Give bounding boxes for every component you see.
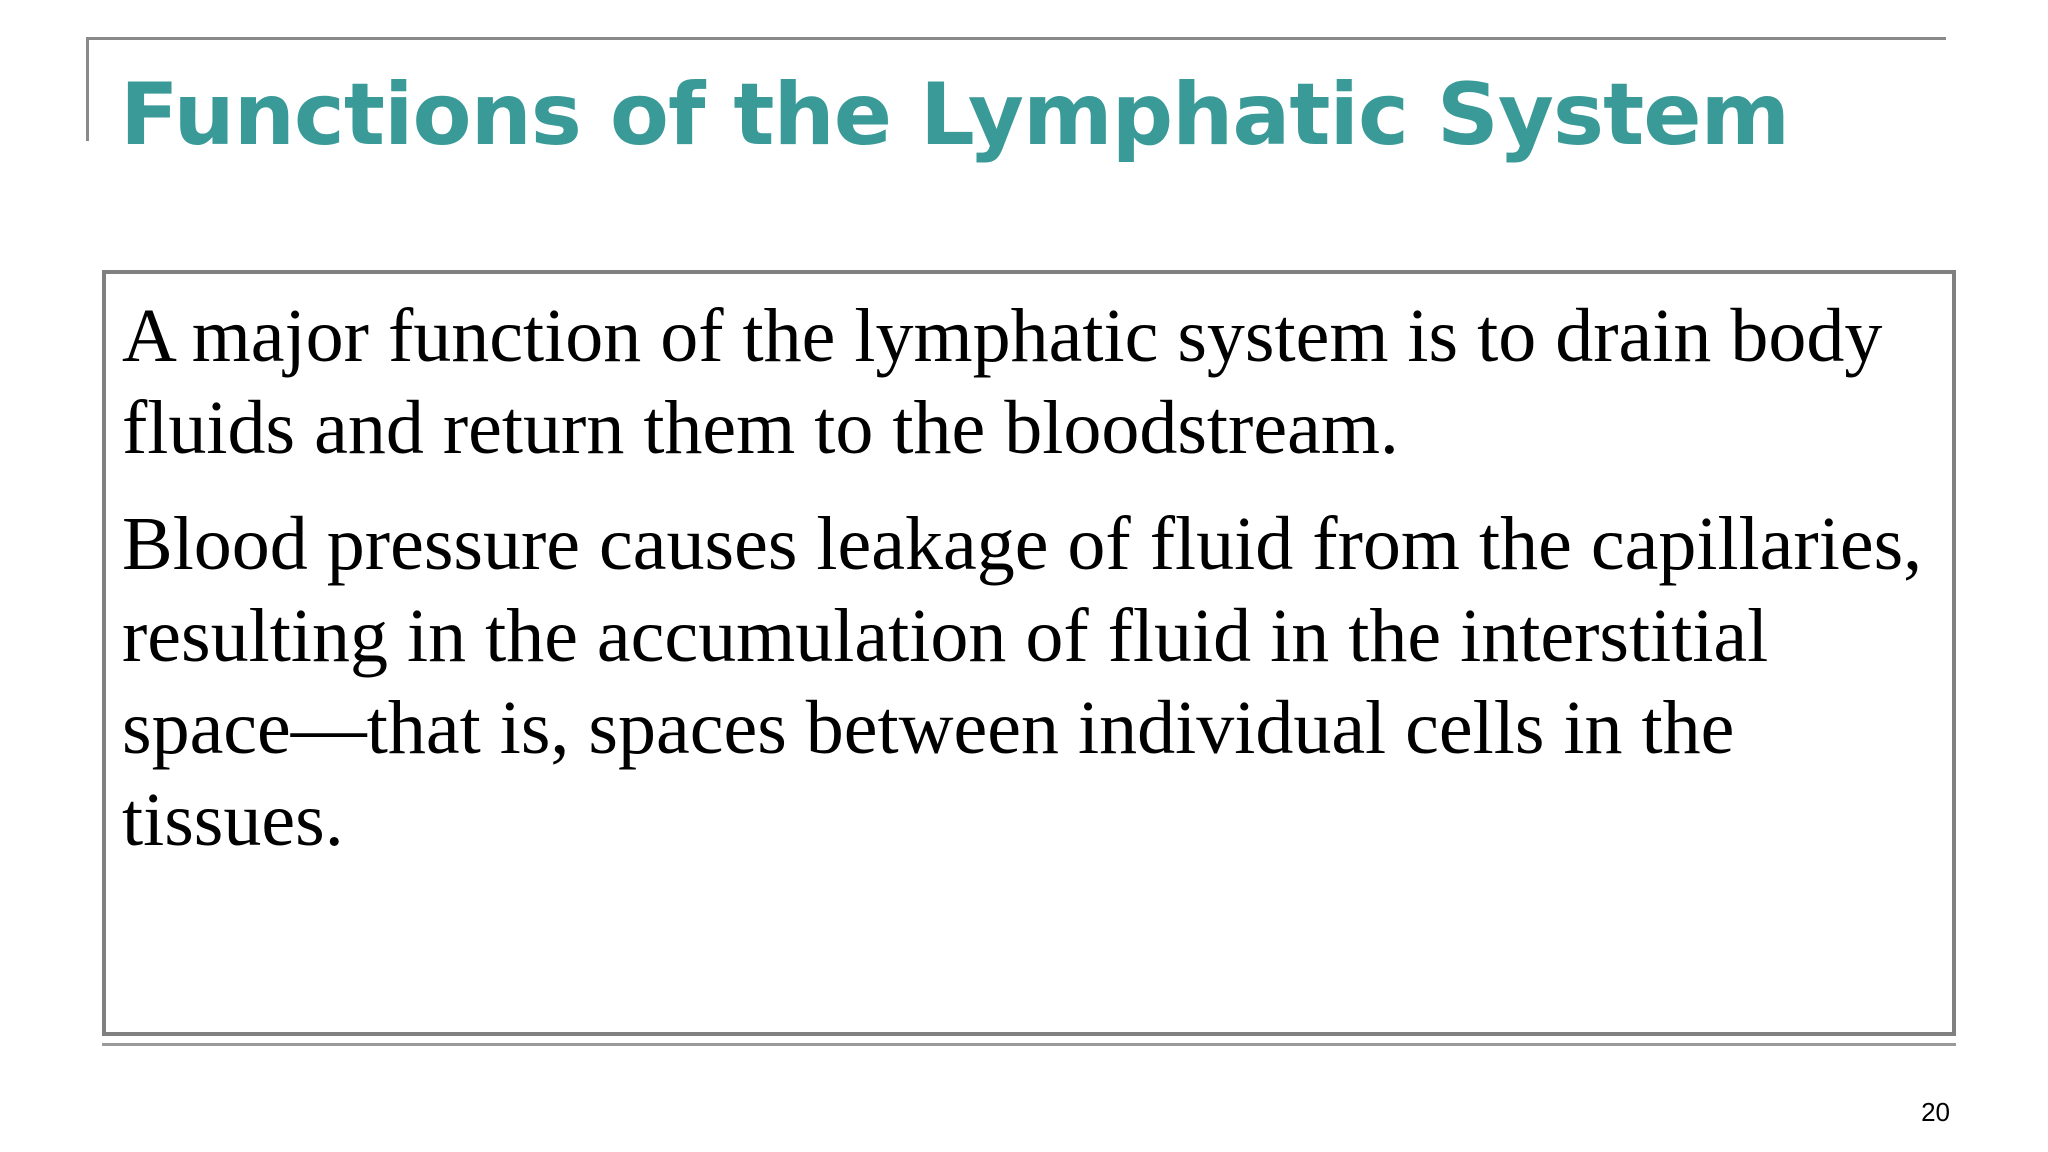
content-box: [102, 270, 1956, 1036]
title-frame-left-line: [86, 37, 89, 141]
page-number: 20: [1921, 1097, 1950, 1127]
slide-title: Functions of the Lymphatic System: [120, 65, 1790, 165]
title-frame-top-line: [86, 37, 1946, 40]
bottom-rule: [102, 1043, 1956, 1046]
paragraph-blood-pressure: Blood pressure causes leakage of fluid from the capillaries, resulting in the accumulation of fluid in the interstitial space—that is, spaces between individual cells in the tissues.: [122, 502, 1923, 862]
paragraph-lymphatic-function: A major function of the lymphatic system is to drain body fluids and return them to the bloodstream.: [122, 294, 1883, 470]
